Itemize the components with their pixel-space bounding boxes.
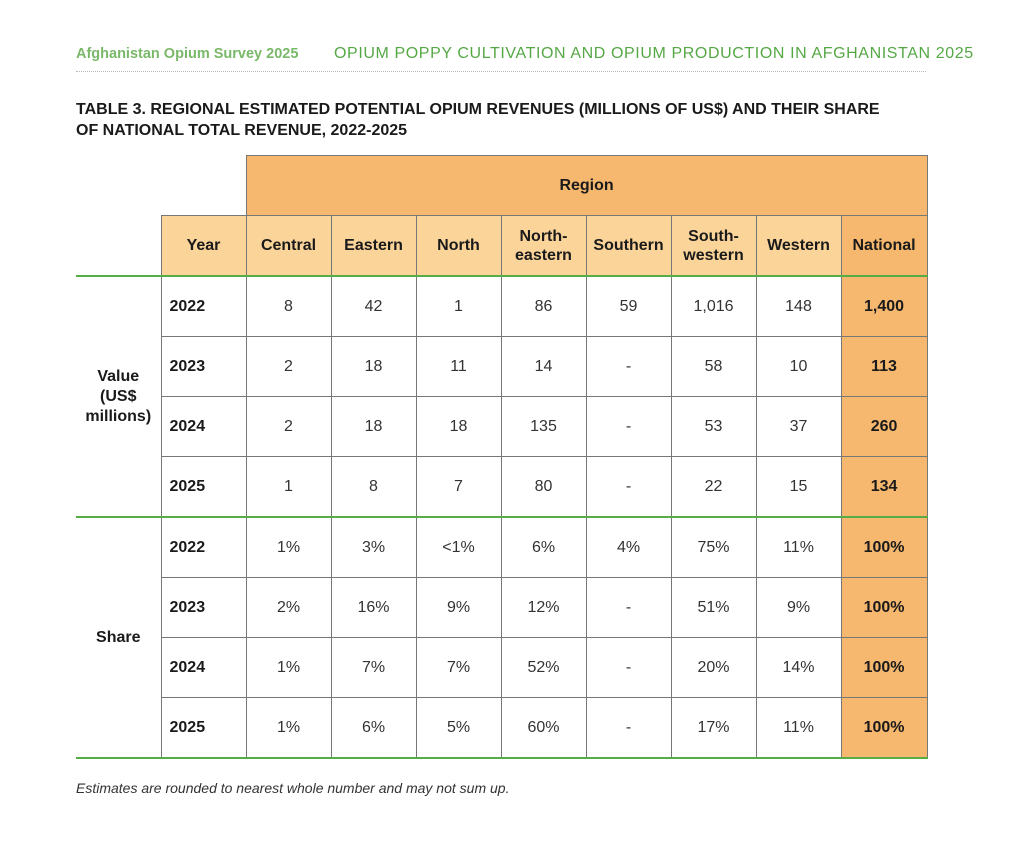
table-row: 2023 2% 16% 9% 12% - 51% 9% 100% bbox=[76, 578, 927, 638]
year-cell: 2022 bbox=[161, 517, 246, 578]
national-cell: 100% bbox=[841, 698, 927, 759]
national-cell: 100% bbox=[841, 638, 927, 698]
national-cell: 260 bbox=[841, 397, 927, 457]
national-cell: 113 bbox=[841, 337, 927, 397]
table-row: Value (US$ millions) 2022 8 42 1 86 59 1,016 148 1,400 bbox=[76, 276, 927, 337]
table-row: 2023 2 18 11 14 - 58 10 113 bbox=[76, 337, 927, 397]
year-cell: 2024 bbox=[161, 638, 246, 698]
share-group-label: Share bbox=[76, 517, 161, 758]
table-title-line-2: OF NATIONAL TOTAL REVENUE, 2022-2025 bbox=[76, 122, 408, 139]
survey-name: Afghanistan Opium Survey 2025 bbox=[76, 46, 299, 62]
col-northeastern: North- eastern bbox=[501, 216, 586, 277]
year-cell: 2024 bbox=[161, 397, 246, 457]
table-row: 2024 2 18 18 135 - 53 37 260 bbox=[76, 397, 927, 457]
region-header: Region bbox=[246, 156, 927, 216]
table-footnote: Estimates are rounded to nearest whole number and may not sum up. bbox=[76, 780, 510, 796]
col-western: Western bbox=[756, 216, 841, 277]
col-national: National bbox=[841, 216, 927, 277]
col-eastern: Eastern bbox=[331, 216, 416, 277]
value-group-label: Value (US$ millions) bbox=[76, 276, 161, 517]
table-title-line-1: TABLE 3. REGIONAL ESTIMATED POTENTIAL OPIUM REVENUES (MILLIONS OF US$) AND THEIR SHARE bbox=[76, 101, 880, 118]
header-divider bbox=[76, 71, 926, 72]
col-central: Central bbox=[246, 216, 331, 277]
table-row: Share 2022 1% 3% <1% 6% 4% 75% 11% 100% bbox=[76, 517, 927, 578]
col-southwestern: South- western bbox=[671, 216, 756, 277]
national-cell: 1,400 bbox=[841, 276, 927, 337]
year-cell: 2025 bbox=[161, 698, 246, 759]
col-year: Year bbox=[161, 216, 246, 277]
national-cell: 100% bbox=[841, 517, 927, 578]
report-title: OPIUM POPPY CULTIVATION AND OPIUM PRODUCTION IN AFGHANISTAN 2025 bbox=[334, 45, 974, 62]
year-cell: 2023 bbox=[161, 578, 246, 638]
running-header bbox=[76, 44, 974, 68]
national-cell: 100% bbox=[841, 578, 927, 638]
table-title bbox=[76, 99, 936, 141]
table-row: 2025 1 8 7 80 - 22 15 134 bbox=[76, 457, 927, 518]
year-cell: 2023 bbox=[161, 337, 246, 397]
year-cell: 2025 bbox=[161, 457, 246, 518]
table-row: 2025 1% 6% 5% 60% - 17% 11% 100% bbox=[76, 698, 927, 759]
col-southern: Southern bbox=[586, 216, 671, 277]
table-row: 2024 1% 7% 7% 52% - 20% 14% 100% bbox=[76, 638, 927, 698]
revenue-table bbox=[76, 155, 928, 759]
national-cell: 134 bbox=[841, 457, 927, 518]
col-north: North bbox=[416, 216, 501, 277]
year-cell: 2022 bbox=[161, 276, 246, 337]
